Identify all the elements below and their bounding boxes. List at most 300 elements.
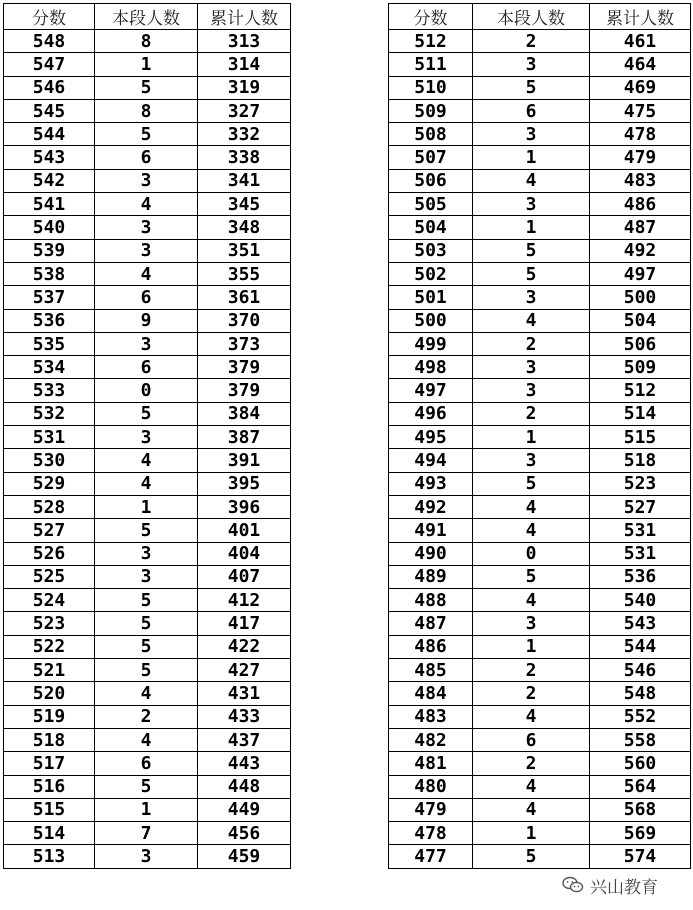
segment-count-cell: 5 [95,123,198,146]
table-row [4,612,291,635]
score-cell: 533 [4,379,95,402]
table-row [389,845,691,868]
table-row [4,798,291,821]
segment-count-cell: 5 [473,565,590,588]
segment-count-cell: 5 [95,775,198,798]
score-cell: 514 [4,822,95,845]
score-cell: 540 [4,216,95,239]
table-row [389,309,691,332]
score-cell: 519 [4,705,95,728]
segment-count-cell: 2 [473,659,590,682]
segment-count-cell: 3 [95,169,198,192]
score-cell: 521 [4,659,95,682]
score-cell: 520 [4,682,95,705]
score-cell: 527 [4,519,95,542]
score-cell: 482 [389,728,473,751]
table-row [389,495,691,518]
cumulative-count-cell: 401 [198,519,291,542]
table-row [4,449,291,472]
segment-count-cell: 0 [95,379,198,402]
cumulative-count-cell: 417 [198,612,291,635]
cumulative-count-cell: 531 [590,542,691,565]
score-cell: 478 [389,822,473,845]
table-row [389,775,691,798]
cumulative-count-cell: 515 [590,426,691,449]
cumulative-count-cell: 355 [198,262,291,285]
cumulative-count-cell: 544 [590,635,691,658]
score-cell: 497 [389,379,473,402]
score-cell: 529 [4,472,95,495]
segment-count-cell: 3 [473,379,590,402]
score-cell: 499 [389,332,473,355]
segment-count-cell: 4 [473,589,590,612]
segment-count-cell: 0 [473,542,590,565]
table-row [389,682,691,705]
segment-count-cell: 5 [473,472,590,495]
segment-count-cell: 5 [95,519,198,542]
cumulative-count-cell: 486 [590,193,691,216]
header-cumulative-count: 累计人数 [198,4,291,30]
segment-count-cell: 6 [95,286,198,309]
cumulative-count-cell: 487 [590,216,691,239]
cumulative-count-cell: 427 [198,659,291,682]
segment-count-cell: 3 [95,542,198,565]
segment-count-cell: 5 [95,612,198,635]
table-row [4,356,291,379]
segment-count-cell: 4 [473,798,590,821]
cumulative-count-cell: 443 [198,752,291,775]
table-row [389,589,691,612]
score-cell: 494 [389,449,473,472]
cumulative-count-cell: 412 [198,589,291,612]
segment-count-cell: 5 [95,635,198,658]
cumulative-count-cell: 564 [590,775,691,798]
score-cell: 524 [4,589,95,612]
table-row [4,146,291,169]
table-row [389,146,691,169]
segment-count-cell: 3 [473,356,590,379]
score-cell: 541 [4,193,95,216]
table-row [4,402,291,425]
cumulative-count-cell: 475 [590,99,691,122]
cumulative-count-cell: 560 [590,752,691,775]
score-cell: 517 [4,752,95,775]
cumulative-count-cell: 456 [198,822,291,845]
segment-count-cell: 4 [95,193,198,216]
cumulative-count-cell: 514 [590,402,691,425]
segment-count-cell: 5 [95,76,198,99]
table-row [389,542,691,565]
table-row [4,286,291,309]
table-row [389,822,691,845]
score-table-left [3,3,291,869]
table-row [389,356,691,379]
segment-count-cell: 1 [95,798,198,821]
score-cell: 543 [4,146,95,169]
table-row [4,193,291,216]
cumulative-count-cell: 407 [198,565,291,588]
cumulative-count-cell: 461 [590,30,691,53]
score-cell: 479 [389,798,473,821]
segment-count-cell: 3 [473,193,590,216]
table-row [389,239,691,262]
cumulative-count-cell: 448 [198,775,291,798]
score-cell: 530 [4,449,95,472]
segment-count-cell: 5 [473,239,590,262]
score-cell: 506 [389,169,473,192]
score-cell: 518 [4,728,95,751]
table-row [389,612,691,635]
score-cell: 488 [389,589,473,612]
table-row [4,379,291,402]
cumulative-count-cell: 341 [198,169,291,192]
segment-count-cell: 4 [473,519,590,542]
table-row [4,845,291,868]
score-cell: 501 [389,286,473,309]
cumulative-count-cell: 527 [590,495,691,518]
score-cell: 535 [4,332,95,355]
table-row [389,286,691,309]
cumulative-count-cell: 543 [590,612,691,635]
table-row [389,216,691,239]
segment-count-cell: 5 [473,845,590,868]
score-cell: 532 [4,402,95,425]
segment-count-cell: 5 [95,659,198,682]
table-row [4,99,291,122]
cumulative-count-cell: 395 [198,472,291,495]
table-row [4,239,291,262]
segment-count-cell: 3 [473,449,590,472]
segment-count-cell: 2 [473,30,590,53]
cumulative-count-cell: 518 [590,449,691,472]
table-row [389,565,691,588]
cumulative-count-cell: 348 [198,216,291,239]
score-cell: 507 [389,146,473,169]
score-cell: 538 [4,262,95,285]
table-row [389,798,691,821]
table-row [389,402,691,425]
cumulative-count-cell: 459 [198,845,291,868]
score-cell: 500 [389,309,473,332]
table-row [4,565,291,588]
segment-count-cell: 3 [95,845,198,868]
table-row [389,635,691,658]
score-cell: 513 [4,845,95,868]
cumulative-count-cell: 449 [198,798,291,821]
cumulative-count-cell: 404 [198,542,291,565]
cumulative-count-cell: 464 [590,53,691,76]
segment-count-cell: 4 [473,309,590,332]
table-row [4,519,291,542]
table-row [389,99,691,122]
cumulative-count-cell: 319 [198,76,291,99]
score-cell: 508 [389,123,473,146]
segment-count-cell: 2 [473,682,590,705]
segment-count-cell: 6 [473,99,590,122]
score-cell: 547 [4,53,95,76]
score-cell: 485 [389,659,473,682]
table-row [389,449,691,472]
segment-count-cell: 6 [95,146,198,169]
cumulative-count-cell: 504 [590,309,691,332]
score-cell: 480 [389,775,473,798]
segment-count-cell: 4 [473,775,590,798]
score-cell: 537 [4,286,95,309]
segment-count-cell: 3 [95,426,198,449]
segment-count-cell: 4 [473,705,590,728]
cumulative-count-cell: 338 [198,146,291,169]
score-cell: 483 [389,705,473,728]
segment-count-cell: 2 [473,752,590,775]
table-row [389,752,691,775]
segment-count-cell: 4 [95,262,198,285]
score-cell: 522 [4,635,95,658]
cumulative-count-cell: 492 [590,239,691,262]
segment-count-cell: 1 [473,635,590,658]
score-cell: 491 [389,519,473,542]
header-row [4,4,291,30]
segment-count-cell: 4 [95,472,198,495]
table-row [4,262,291,285]
score-cell: 498 [389,356,473,379]
segment-count-cell: 4 [95,682,198,705]
wechat-icon [562,876,584,894]
table-row [4,752,291,775]
segment-count-cell: 2 [473,402,590,425]
score-cell: 502 [389,262,473,285]
score-cell: 486 [389,635,473,658]
segment-count-cell: 4 [95,728,198,751]
header-cumulative-count: 累计人数 [590,4,691,30]
score-cell: 516 [4,775,95,798]
cumulative-count-cell: 548 [590,682,691,705]
cumulative-count-cell: 546 [590,659,691,682]
segment-count-cell: 3 [95,565,198,588]
segment-count-cell: 3 [473,123,590,146]
table-row [389,262,691,285]
score-cell: 546 [4,76,95,99]
table-row [389,426,691,449]
score-cell: 505 [389,193,473,216]
table-row [4,216,291,239]
score-cell: 496 [389,402,473,425]
cumulative-count-cell: 506 [590,332,691,355]
cumulative-count-cell: 361 [198,286,291,309]
segment-count-cell: 2 [95,705,198,728]
score-cell: 510 [389,76,473,99]
table-row [4,542,291,565]
table-row [389,123,691,146]
cumulative-count-cell: 536 [590,565,691,588]
table-row [4,30,291,53]
cumulative-count-cell: 370 [198,309,291,332]
cumulative-count-cell: 431 [198,682,291,705]
score-cell: 548 [4,30,95,53]
cumulative-count-cell: 509 [590,356,691,379]
table-row [389,705,691,728]
score-cell: 477 [389,845,473,868]
segment-count-cell: 3 [95,216,198,239]
cumulative-count-cell: 552 [590,705,691,728]
segment-count-cell: 1 [95,495,198,518]
score-cell: 484 [389,682,473,705]
segment-count-cell: 3 [473,612,590,635]
score-cell: 504 [389,216,473,239]
header-segment-count: 本段人数 [95,4,198,30]
cumulative-count-cell: 512 [590,379,691,402]
segment-count-cell: 6 [473,728,590,751]
table-row [4,76,291,99]
score-cell: 545 [4,99,95,122]
cumulative-count-cell: 384 [198,402,291,425]
cumulative-count-cell: 345 [198,193,291,216]
score-cell: 544 [4,123,95,146]
table-row [389,76,691,99]
cumulative-count-cell: 327 [198,99,291,122]
table-row [389,728,691,751]
score-cell: 515 [4,798,95,821]
table-row [4,635,291,658]
table-row [4,659,291,682]
cumulative-count-cell: 540 [590,589,691,612]
cumulative-count-cell: 500 [590,286,691,309]
cumulative-count-cell: 469 [590,76,691,99]
cumulative-count-cell: 373 [198,332,291,355]
score-cell: 525 [4,565,95,588]
table-row [4,169,291,192]
table-row [4,728,291,751]
score-cell: 542 [4,169,95,192]
score-cell: 481 [389,752,473,775]
header-score: 分数 [4,4,95,30]
score-cell: 536 [4,309,95,332]
table-row [4,775,291,798]
header-row [389,4,691,30]
cumulative-count-cell: 332 [198,123,291,146]
segment-count-cell: 1 [95,53,198,76]
score-cell: 531 [4,426,95,449]
segment-count-cell: 5 [95,589,198,612]
table-row [389,53,691,76]
cumulative-count-cell: 391 [198,449,291,472]
table-row [4,682,291,705]
header-score: 分数 [389,4,473,30]
cumulative-count-cell: 314 [198,53,291,76]
watermark [562,870,682,900]
table-row [4,426,291,449]
segment-count-cell: 2 [473,332,590,355]
table-row [389,472,691,495]
score-cell: 512 [389,30,473,53]
segment-count-cell: 7 [95,822,198,845]
table-row [389,332,691,355]
score-cell: 493 [389,472,473,495]
header-segment-count: 本段人数 [473,4,590,30]
cumulative-count-cell: 479 [590,146,691,169]
score-cell: 526 [4,542,95,565]
cumulative-count-cell: 523 [590,472,691,495]
table-body-left [4,30,291,869]
table-row [4,332,291,355]
cumulative-count-cell: 574 [590,845,691,868]
table-row [4,495,291,518]
score-table-right [388,3,691,869]
segment-count-cell: 5 [95,402,198,425]
table-row [389,659,691,682]
table-body-right [389,30,691,869]
cumulative-count-cell: 478 [590,123,691,146]
segment-count-cell: 1 [473,216,590,239]
segment-count-cell: 6 [95,356,198,379]
segment-count-cell: 3 [95,239,198,262]
segment-count-cell: 3 [473,286,590,309]
score-cell: 490 [389,542,473,565]
watermark-text: 兴山教育 [590,877,658,898]
segment-count-cell: 4 [473,495,590,518]
score-cell: 511 [389,53,473,76]
score-cell: 495 [389,426,473,449]
cumulative-count-cell: 437 [198,728,291,751]
cumulative-count-cell: 379 [198,379,291,402]
score-cell: 509 [389,99,473,122]
segment-count-cell: 3 [473,53,590,76]
score-cell: 539 [4,239,95,262]
cumulative-count-cell: 422 [198,635,291,658]
table-row [4,309,291,332]
cumulative-count-cell: 483 [590,169,691,192]
score-cell: 503 [389,239,473,262]
cumulative-count-cell: 497 [590,262,691,285]
cumulative-count-cell: 351 [198,239,291,262]
table-row [389,379,691,402]
table-row [389,193,691,216]
table-row [4,705,291,728]
score-cell: 534 [4,356,95,379]
segment-count-cell: 6 [95,752,198,775]
score-cell: 523 [4,612,95,635]
table-row [389,169,691,192]
segment-count-cell: 3 [95,332,198,355]
segment-count-cell: 4 [473,169,590,192]
segment-count-cell: 4 [95,449,198,472]
table-row [389,30,691,53]
segment-count-cell: 8 [95,30,198,53]
cumulative-count-cell: 531 [590,519,691,542]
segment-count-cell: 1 [473,146,590,169]
cumulative-count-cell: 387 [198,426,291,449]
table-row [4,822,291,845]
cumulative-count-cell: 379 [198,356,291,379]
segment-count-cell: 5 [473,262,590,285]
score-cell: 489 [389,565,473,588]
segment-count-cell: 8 [95,99,198,122]
cumulative-count-cell: 396 [198,495,291,518]
table-row [4,589,291,612]
segment-count-cell: 1 [473,426,590,449]
cumulative-count-cell: 558 [590,728,691,751]
cumulative-count-cell: 568 [590,798,691,821]
score-cell: 492 [389,495,473,518]
cumulative-count-cell: 569 [590,822,691,845]
cumulative-count-cell: 313 [198,30,291,53]
table-row [4,472,291,495]
score-cell: 487 [389,612,473,635]
table-row [389,519,691,542]
segment-count-cell: 9 [95,309,198,332]
table-row [4,53,291,76]
segment-count-cell: 5 [473,76,590,99]
score-cell: 528 [4,495,95,518]
